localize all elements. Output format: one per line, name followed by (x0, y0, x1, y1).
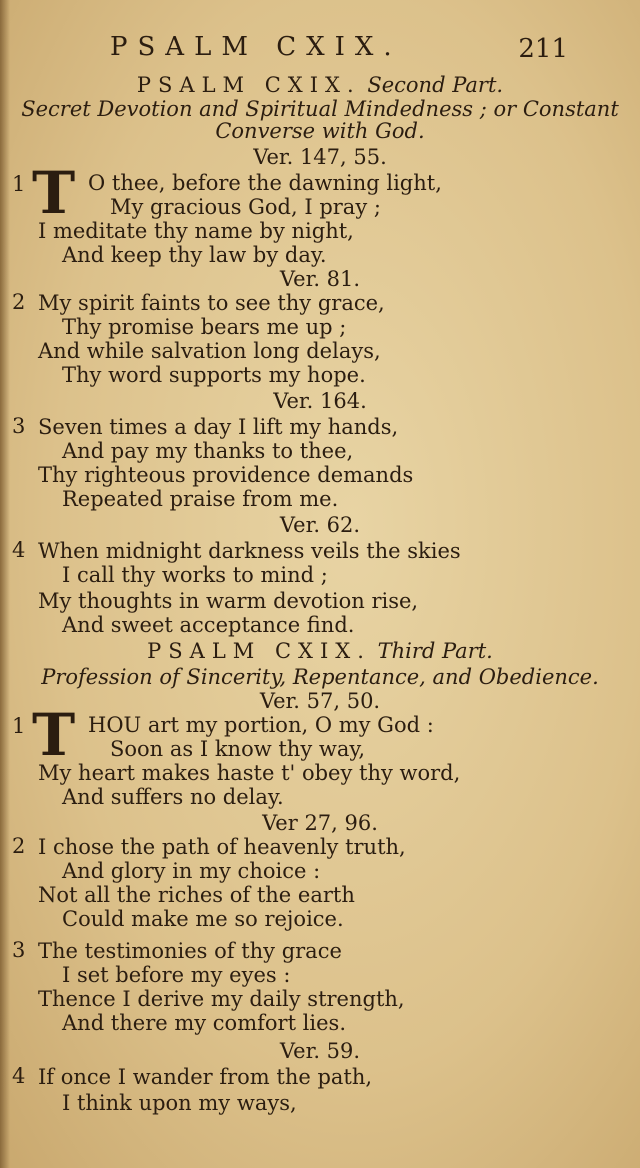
part3-subtitle: Third Part. (377, 639, 493, 663)
verse-line-text: When midnight darkness veils the skies (38, 539, 461, 563)
verse-line (0, 338, 640, 364)
verse-line (0, 612, 640, 638)
stanza-number: 2 (12, 834, 26, 858)
verse-line (0, 986, 640, 1012)
verse-line-text: And pay my thanks to thee, (62, 439, 354, 463)
verse-line-text: Thy word supports my hope. (62, 363, 366, 387)
verse-line-text: And keep thy law by day. (62, 243, 327, 267)
verse-line-text: And glory in my choice : (62, 859, 321, 883)
drop-cap: T (32, 701, 76, 769)
verse-line-text: Soon as I know thy way, (110, 737, 366, 761)
verse-line-text: Seven times a day I lift my hands, (38, 415, 399, 439)
verse-ref: Ver. 57, 50. (259, 689, 381, 713)
verse-line (0, 242, 640, 268)
stanza-number: 1 (12, 172, 26, 196)
verse-line (0, 194, 640, 220)
verse-line (0, 736, 640, 762)
verse-line (0, 218, 640, 244)
verse-line-text: And while salvation long delays, (38, 339, 381, 363)
verse-line (0, 588, 640, 614)
verse-line (0, 1010, 640, 1036)
verse-line-text: I meditate thy name by night, (38, 219, 354, 243)
verse-line (0, 314, 640, 340)
verse-ref: Ver. 59. (279, 1039, 361, 1063)
verse-line-text: Thy promise bears me up ; (62, 315, 347, 339)
verse-line-text: Could make me so rejoice. (62, 907, 344, 931)
verse-line (0, 462, 640, 488)
verse-line-text: Thence I derive my daily strength, (38, 987, 405, 1011)
drop-cap: T (32, 159, 76, 227)
verse-line (0, 538, 640, 564)
stanza-number: 4 (12, 538, 26, 562)
verse-line-text: My gracious God, I pray ; (110, 195, 381, 219)
verse-line (0, 562, 640, 588)
verse-line (0, 882, 640, 908)
verse-line-text: And suffers no delay. (62, 785, 284, 809)
verse-line (0, 1090, 640, 1116)
verse-line-text: Thy righteous providence demands (38, 463, 414, 487)
part3-title-line (0, 638, 640, 664)
stanza-number: 4 (12, 1064, 26, 1088)
stanza-number: 3 (12, 414, 26, 438)
verse-line-text: Not all the riches of the earth (38, 883, 355, 907)
verse-line-text: O thee, before the dawning light, (88, 171, 442, 195)
stanza-number: 2 (12, 290, 26, 314)
verse-line-text: I call thy works to mind ; (62, 563, 328, 587)
verse-line (0, 858, 640, 884)
verse-line (0, 414, 640, 440)
running-title: PSALM CXIX. (110, 32, 402, 62)
part2-subtitle: Second Part. (367, 73, 504, 97)
verse-line-text: My heart makes haste t' obey thy word, (38, 761, 461, 785)
verse-line (0, 906, 640, 932)
verse-line-text: The testimonies of thy grace (38, 939, 342, 963)
verse-line-text: My spirit faints to see thy grace, (38, 291, 385, 315)
verse-line (0, 362, 640, 388)
page-number: 211 (518, 34, 568, 64)
verse-line (0, 784, 640, 810)
verse-line (0, 290, 640, 316)
part3-heading: Profession of Sincerity, Repentance, and Obedience. (41, 665, 599, 689)
verse-ref: Ver. 81. (279, 267, 361, 291)
verse-line-text: My thoughts in warm devotion rise, (38, 589, 419, 613)
verse-line (0, 938, 640, 964)
verse-line (0, 170, 640, 196)
part3-title: PSALM CXIX. (147, 639, 371, 663)
verse-line (0, 760, 640, 786)
part2-heading-2: Converse with God. (215, 119, 425, 143)
part2-heading-1: Secret Devotion and Spiritual Mindedness ; or Constant (21, 97, 619, 121)
verse-ref: Ver. 147, 55. (253, 145, 387, 169)
running-head (0, 32, 640, 66)
verse-line (0, 1064, 640, 1090)
verse-line (0, 834, 640, 860)
verse-ref: Ver. 62. (279, 513, 361, 537)
verse-ref: Ver. 164. (273, 389, 367, 413)
verse-line (0, 486, 640, 512)
verse-line (0, 962, 640, 988)
part2-title-line (0, 72, 640, 98)
verse-line (0, 438, 640, 464)
verse-line-text: And sweet acceptance find. (62, 613, 355, 637)
verse-line-text: I chose the path of heavenly truth, (38, 835, 406, 859)
verse-ref: Ver 27, 96. (262, 811, 378, 835)
stanza-number: 3 (12, 938, 26, 962)
verse-line-text: I think upon my ways, (62, 1091, 297, 1115)
part2-title: PSALM CXIX. (136, 73, 361, 97)
verse-line-text: I set before my eyes : (62, 963, 291, 987)
verse-line-text: If once I wander from the path, (38, 1065, 373, 1089)
verse-line (0, 712, 640, 738)
verse-line-text: HOU art my portion, O my God : (88, 713, 434, 737)
verse-line-text: And there my comfort lies. (62, 1011, 346, 1035)
stanza-number: 1 (12, 714, 26, 738)
verse-line-text: Repeated praise from me. (62, 487, 339, 511)
